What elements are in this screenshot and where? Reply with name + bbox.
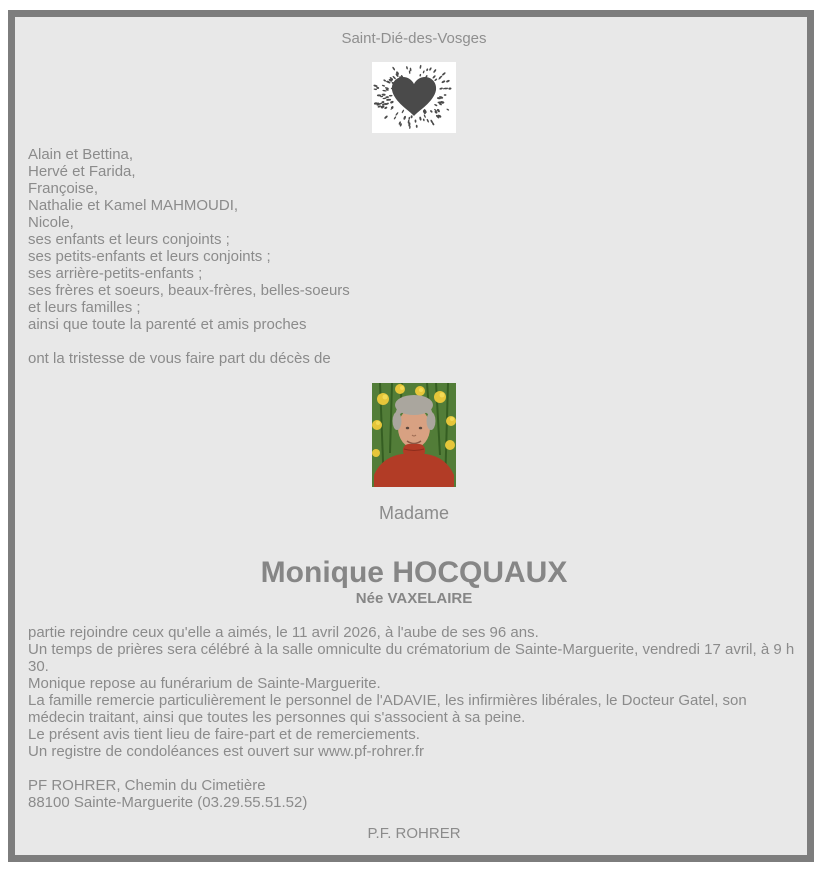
family-line: ses frères et soeurs, beaux-frères, belles-soeurs [28, 282, 350, 299]
family-list [28, 146, 800, 333]
family-line: ses enfants et leurs conjoints ; [28, 231, 230, 248]
address-line: 88100 Sainte-Marguerite (03.29.55.51.52) [28, 794, 308, 811]
notice-paragraph: Un temps de prières sera célébré à la salle omniculte du crématorium de Sainte-Marguerite, vendredi 17 avril, à 9 h 30. [28, 641, 795, 675]
family-line: Alain et Bettina, [28, 146, 134, 163]
family-line: ainsi que toute la parenté et amis proches [28, 316, 307, 333]
notice-paragraph: partie rejoindre ceux qu'elle a aimés, le 11 avril 2026, à l'aube de ses 96 ans. [28, 624, 539, 641]
deceased-name: Monique HOCQUAUX [260, 556, 568, 589]
family-line: et leurs familles ; [28, 299, 141, 316]
family-line: Nathalie et Kamel MAHMOUDI, [28, 197, 239, 214]
notice-paragraph: Un registre de condoléances est ouvert sur www.pf-rohrer.fr [28, 743, 425, 760]
family-line: ses arrière-petits-enfants ; [28, 265, 203, 282]
family-line: Hervé et Farida, [28, 163, 136, 180]
memorial-heart-image [28, 62, 800, 133]
family-line: Françoise, [28, 180, 99, 197]
notice-paragraph: Monique repose au funérarium de Sainte-Marguerite. [28, 675, 381, 692]
family-line: ses petits-enfants et leurs conjoints ; [28, 248, 271, 265]
address-line: PF ROHRER, Chemin du Cimetière [28, 777, 266, 794]
funeral-home-signature: P.F. ROHRER [367, 825, 461, 842]
portrait-photo-wrap [28, 383, 800, 487]
announcement-text: ont la tristesse de vous faire part du décès de [28, 350, 331, 367]
notice-paragraph: Le présent avis tient lieu de faire-part et de remerciements. [28, 726, 420, 743]
funeral-home-address [28, 777, 800, 811]
notice-paragraph: La famille remercie particulièrement le personnel de l'ADAVIE, les infirmières libérales, le Docteur Gatel, son médecin traitant, ainsi que toutes les personnes qui s'associent à sa peine. [28, 692, 747, 726]
heart-icon [372, 62, 456, 133]
death-notice-card [8, 10, 814, 862]
family-line: Nicole, [28, 214, 74, 231]
civility-title: Madame [378, 503, 450, 523]
maiden-name: Née VAXELAIRE [355, 590, 473, 607]
city-title: Saint-Dié-des-Vosges [341, 30, 487, 47]
portrait-photo [372, 383, 456, 487]
notice-content [15, 17, 807, 842]
notice-body [28, 624, 800, 760]
